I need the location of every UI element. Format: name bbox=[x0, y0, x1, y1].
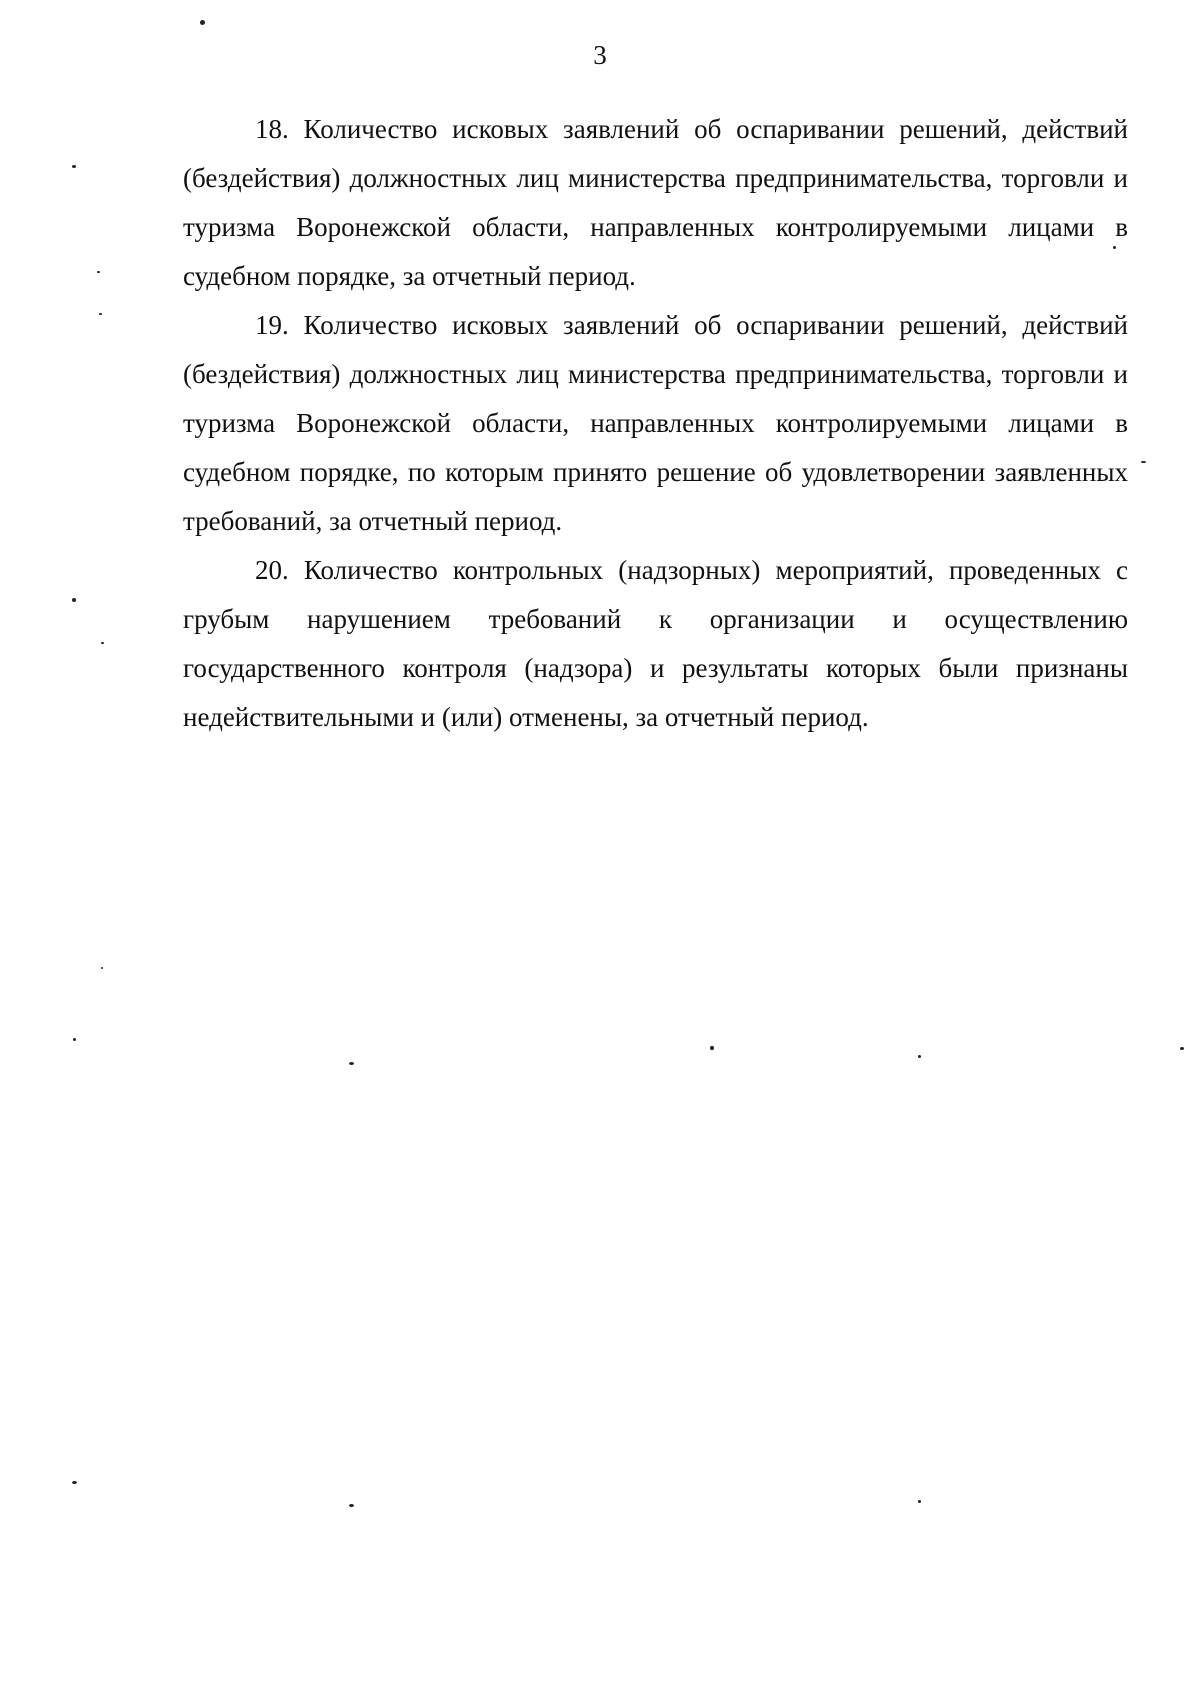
scan-speck bbox=[918, 1055, 921, 1058]
scan-speck bbox=[72, 1481, 77, 1484]
scan-speck bbox=[1141, 461, 1146, 463]
scan-speck bbox=[1113, 246, 1116, 249]
scan-speck bbox=[72, 598, 76, 602]
scan-speck bbox=[200, 20, 205, 25]
page-number: 3 bbox=[593, 40, 607, 70]
document-body bbox=[183, 105, 1128, 742]
scan-speck bbox=[99, 313, 102, 315]
scan-speck bbox=[101, 642, 104, 644]
paragraph-19: 19. Количество исковых заявлений об оспаривании решений, действий (бездействия) должностных лиц министерства предпринимательства, торговли и туризма Воронежской области, направленных контролируемыми лицами в судебном порядке, по которым принято решение об удовлетворении заявленных требований, за отчетный период. bbox=[183, 310, 1128, 536]
scan-speck bbox=[349, 1062, 354, 1065]
scan-speck bbox=[97, 271, 100, 273]
paragraph-20: 20. Количество контрольных (надзорных) мероприятий, проведенных с грубым нарушением требований к организации и осуществлению государственного контроля (надзора) и результаты которых были признаны недействительными и (или) отменены, за отчетный период. bbox=[183, 555, 1128, 732]
scan-speck bbox=[918, 1500, 921, 1503]
paragraph-18: 18. Количество исковых заявлений об оспаривании решений, действий (бездействия) должностных лиц министерства предпринимательства, торговли и туризма Воронежской области, направленных контролируемыми лицами в судебном порядке, за отчетный период. bbox=[183, 114, 1128, 291]
scan-speck bbox=[73, 1038, 76, 1041]
scan-speck bbox=[349, 1504, 354, 1507]
scan-speck bbox=[710, 1046, 714, 1050]
scan-speck bbox=[1180, 1047, 1184, 1050]
scan-speck bbox=[101, 967, 103, 969]
scan-speck bbox=[72, 165, 76, 168]
